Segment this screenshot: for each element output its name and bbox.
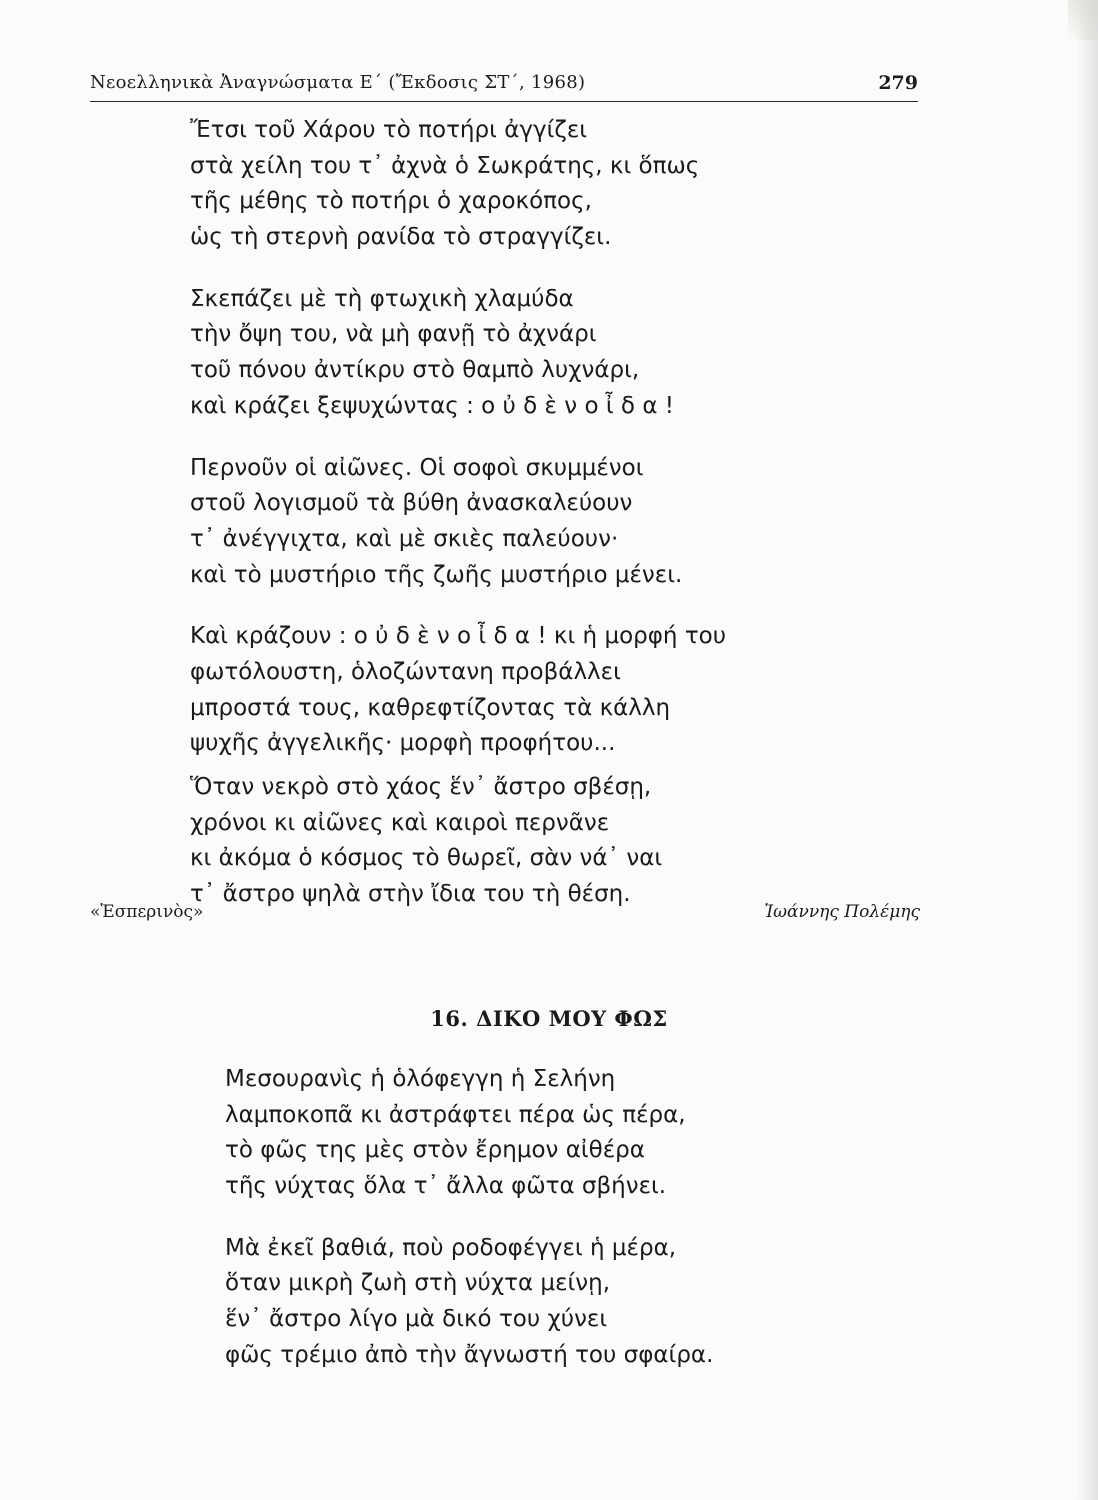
poem-line: φῶς τρέμιο ἀπὸ τὴν ἄγνωστή του σφαίρα.	[225, 1341, 714, 1368]
poem-line: Καὶ κράζουν : ο ὐ δ ὲ ν ο ἶ δ α ! κι ἡ μορφή του	[190, 623, 727, 650]
poem-line: στὰ χείλη του τ᾿ ἀχνὰ ὁ Σωκράτης, κι ὅπως	[190, 152, 700, 179]
page-corner	[1068, 0, 1098, 40]
poem-line: λαμποκοπᾶ κι ἀστράφτει πέρα ὡς πέρα,	[225, 1101, 686, 1128]
poem-line: μπροστά τους, καθρεφτίζοντας τὰ κάλλη	[190, 694, 671, 721]
poem-line: ὅταν μικρὴ ζωὴ στὴ νύχτα μείνῃ,	[225, 1270, 611, 1297]
running-header-title: Νεοελληνικὰ Ἀναγνώσματα Ε΄ (Ἔκδοσις ΣΤ΄, 1968)	[90, 72, 586, 93]
stanza-gap	[225, 1205, 713, 1231]
stanza-gap	[190, 256, 726, 282]
poem-line: ἕν᾿ ἄστρο λίγο μὰ δικό του χύνει	[225, 1306, 608, 1333]
poem-line: καὶ τὸ μυστήριο τῆς ζωῆς μυστήριο μένει.	[190, 561, 683, 588]
poem-line: Μεσουρανὶς ἡ ὁλόφεγγη ἡ Σελήνη	[225, 1066, 616, 1092]
poem-line: τὸ φῶς της μὲς στὸν ἔρημον αἰθέρα	[225, 1137, 645, 1164]
section-title: 16. ΔΙΚΟ ΜΟΥ ΦΩΣ	[430, 1006, 668, 1031]
poem-line: Σκεπάζει μὲ τὴ φτωχικὴ χλαμύδα	[190, 285, 574, 312]
poem-line: τῆς μέθης τὸ ποτήρι ὁ χαροκόπος,	[190, 188, 592, 215]
poem-line: χρόνοι κι αἰῶνες καὶ καιροὶ περνᾶνε	[190, 809, 610, 836]
header-rule	[90, 101, 918, 102]
page-edge-shadow	[1076, 0, 1098, 1500]
poem-line: τ᾿ ἄστρο ψηλὰ στὴν ἴδια του τὴ θέση.	[190, 881, 631, 908]
stanza-gap	[190, 425, 726, 451]
poem-source: «Ἑσπερινὸς»	[90, 902, 204, 922]
poem-line: καὶ κράζει ξεψυχώντας : ο ὐ δ ὲ ν ο ἶ δ α !	[190, 392, 675, 419]
poem-line: τ᾿ ἀνέγγιχτα, καὶ μὲ σκιὲς παλεύουν·	[190, 525, 619, 552]
poem-line: Ὅταν νεκρὸ στὸ χάος ἕν᾿ ἄστρο σβέσῃ,	[190, 774, 652, 800]
poem-line: Περνοῦν οἱ αἰῶνες. Οἱ σοφοὶ σκυμμένοι	[190, 454, 644, 481]
poem-line: Μὰ ἐκεῖ βαθιά, ποὺ ροδοφέγγει ἡ μέρα,	[225, 1234, 677, 1261]
poem-line: τῆς νύχτας ὅλα τ᾿ ἄλλα φῶτα σβήνει.	[225, 1173, 667, 1200]
poem-line: Ἔτσι τοῦ Χάρου τὸ ποτήρι ἀγγίζει	[190, 117, 588, 143]
poem-author: Ἰωάννης Πολέμης	[764, 902, 920, 922]
page-number: 279	[878, 72, 918, 94]
poem-line: φωτόλουστη, ὁλοζώντανη προβάλλει	[190, 658, 621, 685]
poem-line: τὴν ὄψη του, νὰ μὴ φανῇ τὸ ἀχνάρι	[190, 321, 597, 348]
poem-line: στοῦ λογισμοῦ τὰ βύθη ἀνασκαλεύουν	[190, 490, 633, 517]
poem-line: ὡς τὴ στερνὴ ρανίδα τὸ στραγγίζει.	[190, 224, 612, 251]
poem-line: κι ἀκόμα ὁ κόσμος τὸ θωρεῖ, σὰν νά᾿ ναι	[190, 845, 663, 872]
stanza-gap	[190, 762, 726, 770]
poem-line: ψυχῆς ἀγγελικῆς· μορφὴ προφήτου...	[190, 730, 616, 757]
stanza-gap	[190, 593, 726, 619]
poem-socrates	[190, 113, 726, 913]
poem-line: τοῦ πόνου ἀντίκρυ στὸ θαμπὸ λυχνάρι,	[190, 357, 640, 384]
poem-diko-mou-fos	[225, 1062, 713, 1374]
running-header	[90, 70, 918, 100]
